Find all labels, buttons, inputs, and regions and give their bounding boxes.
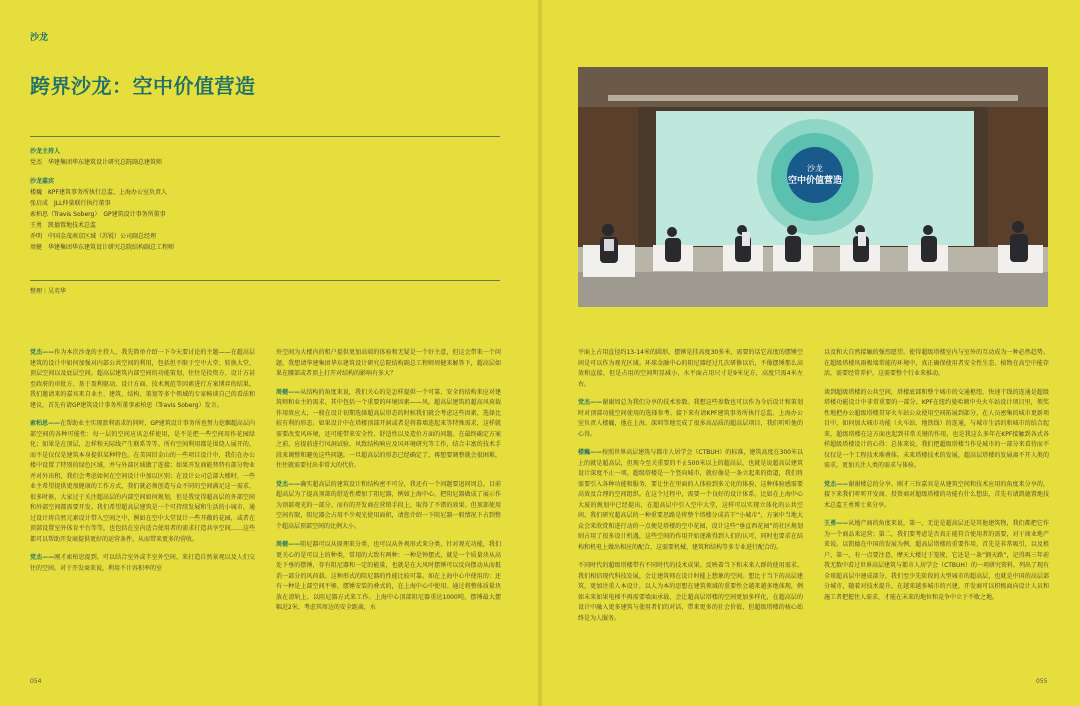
paragraph [578,348,803,390]
paragraph-text: 确实超高层的建筑设计和结构密不可分，我还有一个问题要追问周总。目前超高层为了提高顶部的舒适性增加了阻尼器，例如上海中心，把阻尼器做成了展示作为顶部观光的一部分。而有的开发商在营销手段上，取得了不错的效果。但顶部使用空间有限，阻尼器会占用不少观光使用面积，请您介绍一下阻尼器一般情况下占到整个超高层顶部空间的比例大小。 [276,480,501,530]
paragraph-text: 以及和大自然接触的强烈愿望。使得超级塔楼室内与室外的互动成为一种必然趋势。在超级塔楼风雨极端常能的环境中，真正确保使用者安全性生态、植物在高空中能存活，需要经常养护，这需要整个行业来推动。 [824,349,1049,377]
panel-photo-illustration [578,67,1048,307]
page-title: 跨界沙龙：空中价值营造 [30,74,256,98]
speaker-name: 索柏思—— [30,420,61,427]
paragraph-text: 谈到超级塔楼的公共空间，塔楼底部和整个城市的交通枢纽、快速干线的连通是超级塔楼功能设计中非常重要的一部分。KPF在纽约曼哈顿中央火车站设计项目里，领奖性地把办公超级塔楼贯穿火车站公众使用空间拓展到部分，在人员密集的城市更新项目中，如何加大城市功能（火车站、地铁线）的连通，与城市生活的和城市的结合起来，超级塔楼在这方面也起到非常关键的作用，也是我这么多年在KPF接触到各式各样超级塔楼设计的心得：总体来说，我们把超级塔楼当作是城市的一部分来看待而不仅仅是一个工程技术堆叠体。未来塔楼技术的发展，超高层塔楼的发展离不开人类的需求，更加关注人类的需求与体验。 [824,388,1049,469]
paragraph [30,553,255,574]
text-column-2 [276,348,501,622]
paragraph-text: 谢谢周总为我们分享的技术参数。我想这些参数也可以作为今后设计和策划时对顶部功能空间使用的选择参考。接下来有请KPF建筑事务所执行总监、上海办公室负责人楼巍，他在上海、深圳等地完成了很多高品质的超高层项目，我们听听他的心得。 [578,399,803,438]
paragraph-text: 谢谢楼总的分享。刚才三位嘉宾是从建筑空间和技术应用的角度来分享的，接下来我们听听开发商、投资商对超级塔楼的功能有什么想法，首先有请凯德置地技术总监王勇博士来分享。 [824,480,1049,509]
paragraph-text: 在帮助业主实现盈利需求的同时，GP建筑设计事务所也努力挖掘超高层内部空间的各种可能性：每一层的空间应该怎样使用，是不是把一些空间用作花园绿化；如果是在顶层，怎样和天际线产生联系等等。所有空间利用都是围绕人展开的，而不是仅仅是建筑本身提供某种特色。在美国旧金山的一些项目设计中，我们在办公楼中设置了特别的绿色区域，并与外部区域做了连接；如果开发商能替特有部分物业并对外出租，我们会考虑如何在空间设计中加以区别；在设计公司总部大楼时，一些业主希望提供更加健康的工作方式，我们就必须创造与众不同的空间满足这一需求，很多时候，大家过于关注超高层的内部空间如何规划，但是我觉得超高层的外部空间和外部空间都需要开发。我们希望超高层建筑是一个可持续发展和生活的小城市，通过设计将自然元素设计带入空间之中，例如在空中大堂设计一些开敞的花园，或者在顶部设置室外体育平台等等，也包括在室内适合使用者的需求打造共享空间……这些都可以帮助开发商提供更好的运营条件，从而带来更多的营收。 [30,420,255,543]
speaker-name: 党杰—— [578,399,603,406]
paragraph [276,348,501,380]
credits-block [30,146,500,253]
paragraph-text: 从地产商的角度来说，第一，无论是超高层还是其他建筑物，我们都把它作为一个商品来运营；第二，我们要考虑是否真正能符合使用者的需要，对于商业地产来说。以凯德在中国的发展为例，超高层塔楼的重要作用，首先是非常吸引，以及租户，第一，有一点要注意，摩天大楼过于笼统，它还是一条“钢天路”，记得再三年前我无数中看过世界高层建筑与都市人居学会（CTBUH）的一项研究资料，列出了现有全球超高层中建成部分，我们至少先阶段的大型城市的超高层，也就是中国的高层部分城市，随着对技术提升，在越来越多城市的兴建，开发商可以积极面向设计人员和施工者把握住人需求，才能在未来的地位和竞争中立于不败之地。 [824,520,1049,601]
paragraph [578,398,803,440]
guest-line: 乔明 中国金茂南京区域（苏锐）公司副总经理 [30,233,157,240]
paragraph [276,480,501,533]
right-page [540,0,1080,706]
speaker-name: 党杰—— [276,480,301,488]
paragraph [824,348,1049,380]
speaker-name: 周健—— [276,541,301,548]
text-column-4 [824,348,1049,611]
paragraph-text: 刚才索柏思提到，可以结合室外或半室外空间，来打造自然景观以及人们交往的空间。对于开发商来说，利用不计容积率的室 [30,554,255,572]
paragraph [824,519,1049,603]
text-column-1 [30,348,255,582]
paragraph-text: 阻尼器可以从原理来分类，也可以从外观形式来分类，针对观光功能，我们更关心的是可以上的种类，常用的大致有两种：一种是钟摆式，就是一个质量块从高处下垂的摆锤，存有阻尼器和一定的能量，也就是在大风时摆锤可以反向摆动从而抵消一部分的风荷载。这种形式的阻尼器的性能比较可靠。如在上海中心中使用的：还有一种是上部空间不够，摆锤安装的叠式的，在上海中心中使用。通过将整体质量块放在滑轨上，以阻尼器方式来工作。上海中心顶部阻尼器重达1000吨，摆锤最大摆幅近2米，考虑其周边的安全距离，水 [276,541,501,611]
paragraph-text: 不同时代的超级塔楼带有不同时代的技术成果。反映着当下和未来人群的使用需求。我们相信现代科技发展，会让建筑师在设计时能上想象的空间。想比于当下的高层建筑，更加注重人本设计，以人为本的思想在建筑领域的重要性会越来越多地体现，例如未来如果电梯不再需要墙面承载，会让超高层塔楼的空间更加多样化，在超高层的设计中融入更多建筑与使用者们的对话，带来更多的社会价值，但超级塔楼的核心始终是为人服务。 [578,562,803,622]
text-column-3 [578,348,803,632]
paragraph-text: 按照世界高层建筑与都市人居学会（CTBUH）的标准，建筑高度在300米以上的就是超高层，但现今至关重要的不止500米以上的超高层，也就是说超高层建筑设计深度不止一项。超级塔楼是一个竖向城市，就好像是一条立起来的街道，我们将需要引入各种功能和服务，要让住在里面的人体验到多元化的体验，这种体验感需要高效及合理的空间组织。在这个过程中，需要一个良好的设计体系。比如在上海中心大厦的规划中已经提出，在超高层中引入空中大堂，这样可以实现立体化的公共空间。我们研究超高层的一种重要思路是将整个塔楼分成若干“小城市”，方案中当地大众会来欣赏和进行动的一点便是塔楼的空中花园，设计这些“垂直西花园”的社区规划则占用了很多设计机遇，这些空间的作用开始逐渐得到人们的认可，同时也要求在结构和机电上做出相应的配合，这需要机械、建筑和结构等多专业进行配合的。 [578,449,803,551]
paragraph-text: 从结构的角度来说，我们关心的是怎样提供一个可靠、安全的结构来应对建筑师和业主的需求。其中包括一个重要的环境因素——风。超高层建筑的超高风荷载作用效应大，一般在设计初期选择超高层形态的时候我们就会考虑这些因素，选择比较有利的形态。如果设计中在塔楼顶部开洞或者是将幕墙连起来等特殊需求，这样就需要改变风环境，还可能带来安全性、舒适性以及造价方面的问题。在最终确定方案之前，应提前进行风洞试验，风致结构响应及风环境研究等工作，结合丰富的技术手段来调整和避免这些问题。一旦超高层的形态已经确定了，再想要调整就会很困难，往往就需要付出非常大的代价。 [276,388,501,469]
page-number: 054 [30,678,42,685]
screen-title: 空中价值营造 [787,176,843,186]
paragraph [824,388,1049,472]
speaker-name: 党杰—— [824,480,849,488]
guest-line: 索柏思（Travis Soberg） GP建筑设计事务所董事 [30,211,166,218]
speaker-name: 楼巍—— [578,449,603,456]
paragraph-text: 外空间为大楼内的租户提供更加高端的体验和无疑是一个好主意，但这会带来一个问题，我想请华建集团华东建筑设计研究总院结构副总工程师周健来解答下，超高层如果在腰部或者顶上打开对结构的影响有多大？ [276,349,501,377]
paragraph [276,540,501,614]
paragraph [30,419,255,545]
paragraph [30,348,255,411]
paragraph [578,561,803,624]
guests-heading: 沙龙嘉宾 [30,178,55,185]
editor-credit: 整理｜吴英华 [30,288,67,295]
guest-line: 楼巍 KPF建筑事务所执行总监、上海办公室负责人 [30,189,168,196]
host-line: 党杰 华建集团华东建筑设计研究总院副总建筑师 [30,159,163,166]
guest-line: 王勇 凯德置地技术总监 [30,222,97,229]
section-label: 沙龙 [30,33,49,43]
speaker-name: 王勇—— [824,520,849,527]
guest-line: 张启成 JLL仲量联行执行董事 [30,200,111,207]
screen-subtitle: 沙龙 [807,164,823,173]
paragraph-text: 作为本次沙龙的主持人，我先简单介绍一下今天要讨论的主题——在超高层建筑的设计中如何加强对内部公共空间的利用，包括但不限于空中大堂、转换大堂、顶层空间以及底层空间。超高层建筑内部空间的功能策划，往往是投资方、设计方甚至政府的审批方、基于盈利驱动、设计方面、技术规范等因素进行方案博弈的结果，我们邀请来的嘉宾来自业主、建筑、结构、策划等多个领域的专家畅谈自己的看法和建议，首先有请GP建筑设计事务所董事索柏思（Travis Soberg）发言。 [30,349,255,409]
paragraph [578,448,803,553]
paragraph [276,388,501,472]
event-photo [578,67,1048,307]
host-heading: 沙龙主持人 [30,148,61,155]
paragraph [824,480,1049,512]
divider [30,280,500,281]
speaker-name: 党杰—— [30,554,55,561]
page-number: 055 [1036,678,1048,685]
divider [30,136,500,137]
speaker-name: 党杰—— [30,349,55,356]
speaker-name: 周健—— [276,388,301,396]
paragraph-text: 平面上占用直径约13-14米的圆形，摆锤是挂高度30多米，需要的话它高度的摆锤空间是可以作为观光区域。环球金融中心的阻尼器经过几次研修以后，不像摆锤那么高效和直接，但是占用的空间明显减小，水平面占用尺寸是9米见方，高度只需4米左右。 [578,349,803,388]
guest-line: 周健 华建集团华东建筑设计研究总院结构副总工程师 [30,244,175,251]
